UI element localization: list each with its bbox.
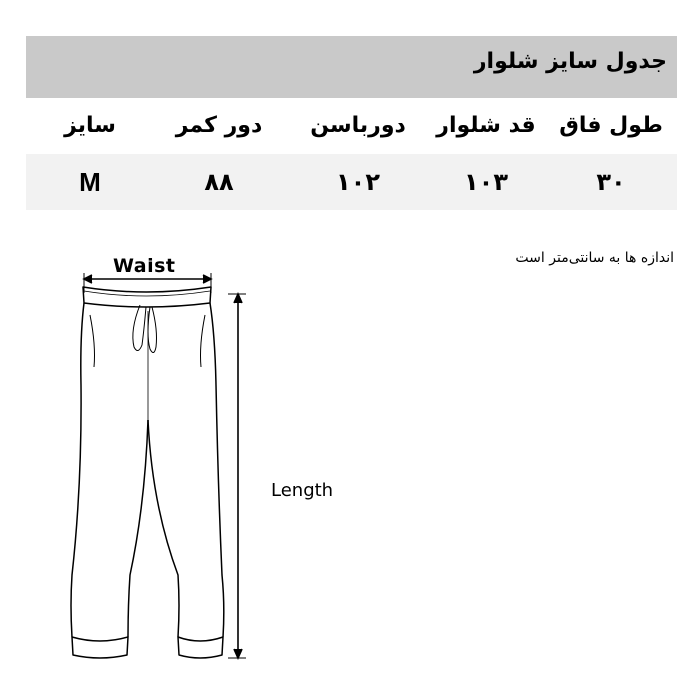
units-note: اندازه ها به سانتی‌متر است	[515, 250, 674, 266]
table-header-row	[26, 98, 677, 154]
pants-outline	[71, 287, 224, 658]
pants-diagram	[60, 245, 360, 675]
value-waist: ۸۸	[204, 168, 234, 196]
table-value-row	[26, 154, 677, 210]
value-hip: ۱۰۲	[336, 168, 380, 196]
table-title: جدول سایز شلوار	[473, 49, 667, 74]
header-hip: دورباسن	[310, 113, 406, 138]
waist-label: Waist	[113, 255, 176, 277]
header-rise: طول فاق	[559, 113, 663, 138]
header-pants-length: قد شلوار	[436, 113, 536, 138]
value-pants-length: ۱۰۳	[464, 168, 508, 196]
length-label: Length	[271, 480, 334, 501]
header-size: سایز	[64, 113, 116, 138]
length-arrow	[228, 294, 246, 658]
header-waist: دور کمر	[175, 113, 263, 138]
table-title-bar	[26, 36, 677, 98]
value-size: M	[79, 167, 101, 197]
value-rise: ۳۰	[596, 168, 626, 196]
